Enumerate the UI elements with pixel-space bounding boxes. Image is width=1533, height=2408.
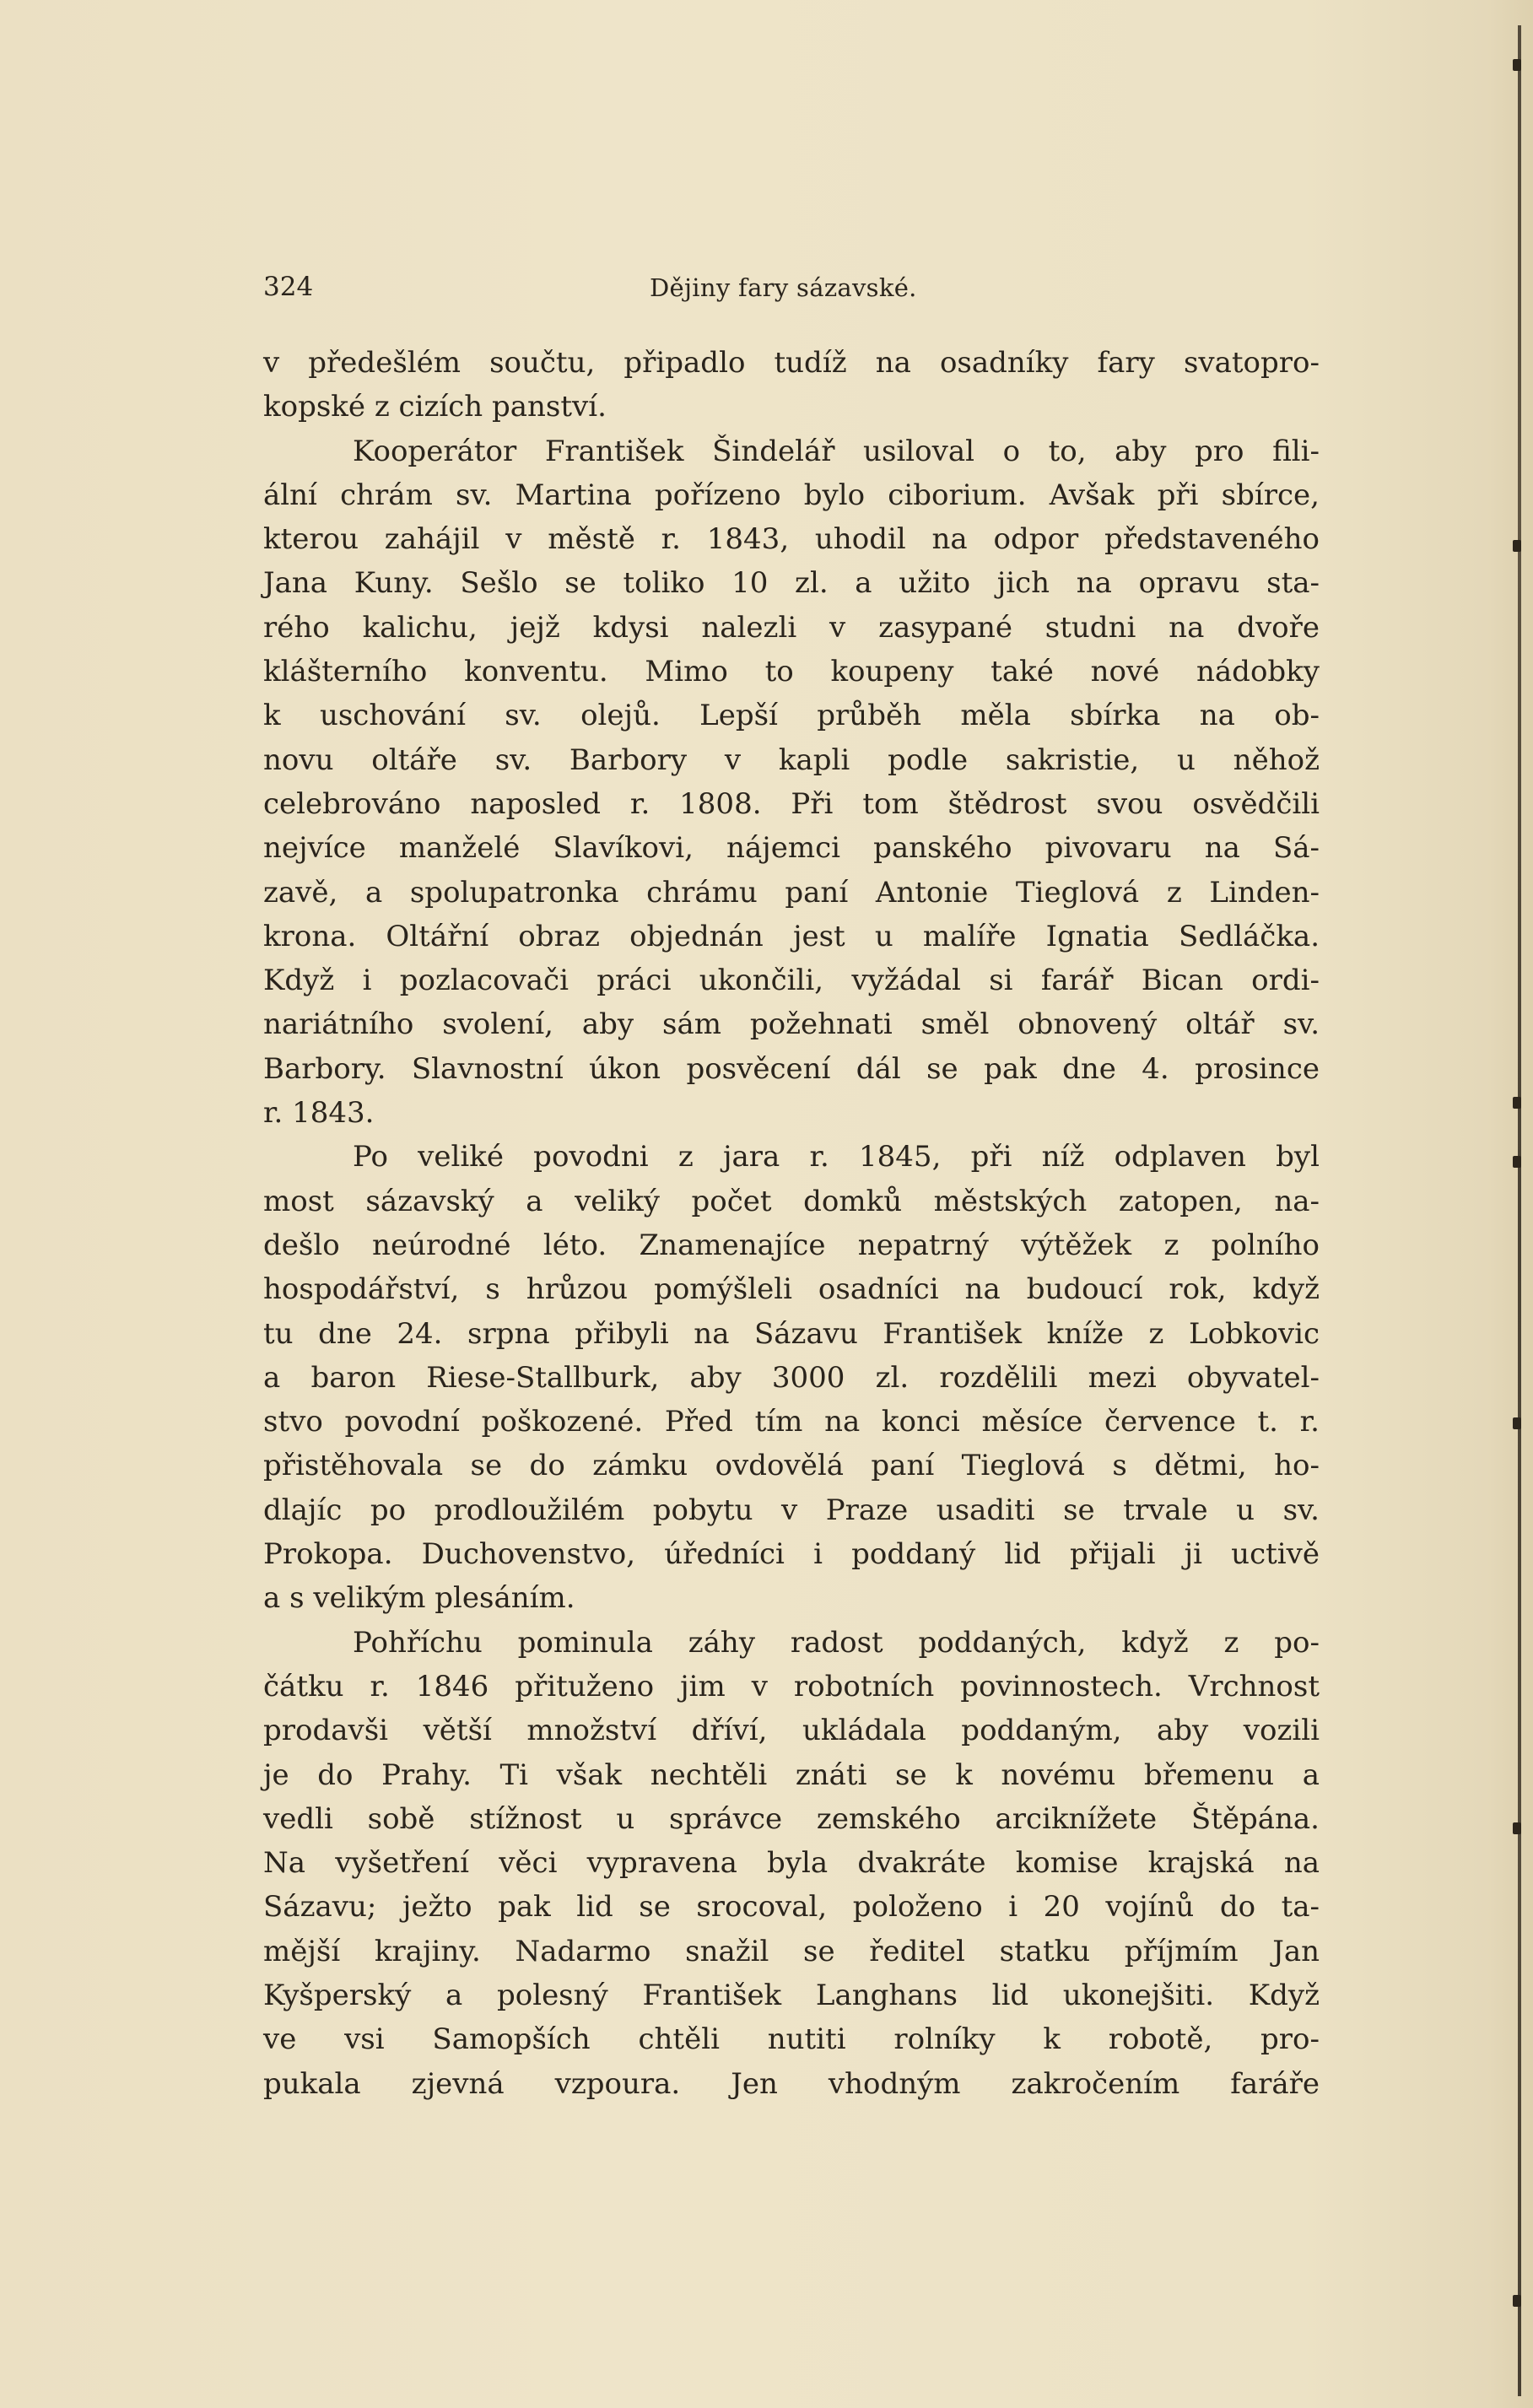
text-line: čátku r. 1846 přituženo jim v robotních povinnostech. Vrchnost	[263, 1669, 1320, 1703]
text-line: je do Prahy. Ti však nechtěli znáti se k novému břemenu a	[263, 1757, 1320, 1792]
text-line: Jana Kuny. Sešlo se toliko 10 zl. a užito jich na opravu sta-	[263, 566, 1320, 601]
text-line: hospodářství, s hrůzou pomýšleli osadníci na budoucí rok, když	[263, 1272, 1320, 1307]
page-header	[263, 272, 1318, 310]
text-line: Prokopa. Duchovenstvo, úředníci i poddaný lid přijali ji uctivě	[263, 1537, 1320, 1572]
text-line: Kooperátor František Šindelář usiloval o to, aby pro fili-	[353, 434, 1320, 468]
text-line: Pohříchu pominula záhy radost poddaných, když z po-	[353, 1625, 1320, 1660]
text-line: r. 1843.	[263, 1096, 375, 1131]
text-line: prodavši větší množství dříví, ukládala poddaným, aby vozili	[263, 1714, 1320, 1748]
edge-mark	[1513, 2295, 1521, 2307]
text-line: ve vsi Samopších chtěli nutiti rolníky k robotě, pro-	[263, 2022, 1320, 2057]
text-line: Na vyšetření věci vypravena byla dvakráte komise krajská na	[263, 1846, 1320, 1881]
text-line: v předešlém součtu, připadlo tudíž na osadníky fary svatopro-	[263, 346, 1320, 380]
text-line: tu dne 24. srpna přibyli na Sázavu František kníže z Lobkovic	[263, 1316, 1320, 1351]
body-text	[263, 341, 1320, 2106]
text-line: Po veliké povodni z jara r. 1845, při níž odplaven byl	[353, 1140, 1320, 1174]
text-line: most sázavský a veliký počet domků městských zatopen, na-	[263, 1184, 1320, 1218]
text-line: dešlo neúrodné léto. Znamenajíce nepatrný výtěžek z polního	[263, 1228, 1320, 1262]
text-line: ální chrám sv. Martina pořízeno bylo ciborium. Avšak při sbírce,	[263, 478, 1320, 512]
text-line: a s velikým plesáním.	[263, 1581, 575, 1616]
page-number: 324	[263, 272, 314, 302]
edge-mark	[1513, 59, 1521, 71]
text-line: krona. Oltářní obraz objednán jest u malíře Ignatia Sedláčka.	[263, 919, 1320, 953]
text-line: Barbory. Slavnostní úkon posvěcení dál se pak dne 4. prosince	[263, 1051, 1320, 1086]
text-line: Když i pozlacovači práci ukončili, vyžádal si farář Bican ordi-	[263, 964, 1320, 998]
text-line: pukala zjevná vzpoura. Jen vhodným zakročením faráře	[263, 2066, 1320, 2101]
text-line: a baron Riese-Stallburk, aby 3000 zl. rozdělili mezi obyvatel-	[263, 1360, 1320, 1395]
text-line: kopské z cizích panství.	[263, 390, 607, 424]
text-line: novu oltáře sv. Barbory v kapli podle sakristie, u něhož	[263, 742, 1320, 777]
running-head: Dějiny fary sázavské.	[650, 273, 917, 302]
text-line: přistěhovala se do zámku ovdovělá paní Tieglová s dětmi, ho-	[263, 1449, 1320, 1483]
text-line: zavě, a spolupatronka chrámu paní Antonie Tieglová z Linden-	[263, 875, 1320, 910]
text-line: dlajíc po prodloužilém pobytu v Praze usaditi se trvale u sv.	[263, 1493, 1320, 1527]
text-line: rého kalichu, jejž kdysi nalezli v zasypané studni na dvoře	[263, 610, 1320, 645]
text-line: klášterního konventu. Mimo to koupeny také nové nádobky	[263, 655, 1320, 689]
edge-mark	[1513, 1417, 1521, 1429]
edge-mark	[1513, 1822, 1521, 1834]
text-line: stvo povodní poškozené. Před tím na konci měsíce července t. r.	[263, 1405, 1320, 1439]
text-line: Kyšperský a polesný František Langhans lid ukonejšiti. Když	[263, 1978, 1320, 2012]
text-line: vedli sobě stížnost u správce zemského arciknížete Štěpána.	[263, 1801, 1320, 1836]
text-line: k uschování sv. olejů. Lepší průběh měla sbírka na ob-	[263, 699, 1320, 733]
text-line: nejvíce manželé Slavíkovi, nájemci panského pivovaru na Sá-	[263, 831, 1320, 866]
text-line: Sázavu; ježto pak lid se srocoval, položeno i 20 vojínů do ta-	[263, 1890, 1320, 1925]
edge-mark	[1513, 1097, 1521, 1109]
page-edge	[1518, 25, 1521, 2396]
text-line: mější krajiny. Nadarmo snažil se ředitel statku příjmím Jan	[263, 1934, 1320, 1968]
text-line: celebrováno naposled r. 1808. Při tom štědrost svou osvědčili	[263, 786, 1320, 821]
text-line: nariátního svolení, aby sám požehnati směl obnovený oltář sv.	[263, 1007, 1320, 1042]
text-line: kterou zahájil v městě r. 1843, uhodil na odpor představeného	[263, 522, 1320, 557]
edge-mark	[1513, 1156, 1521, 1168]
edge-mark	[1513, 540, 1521, 552]
